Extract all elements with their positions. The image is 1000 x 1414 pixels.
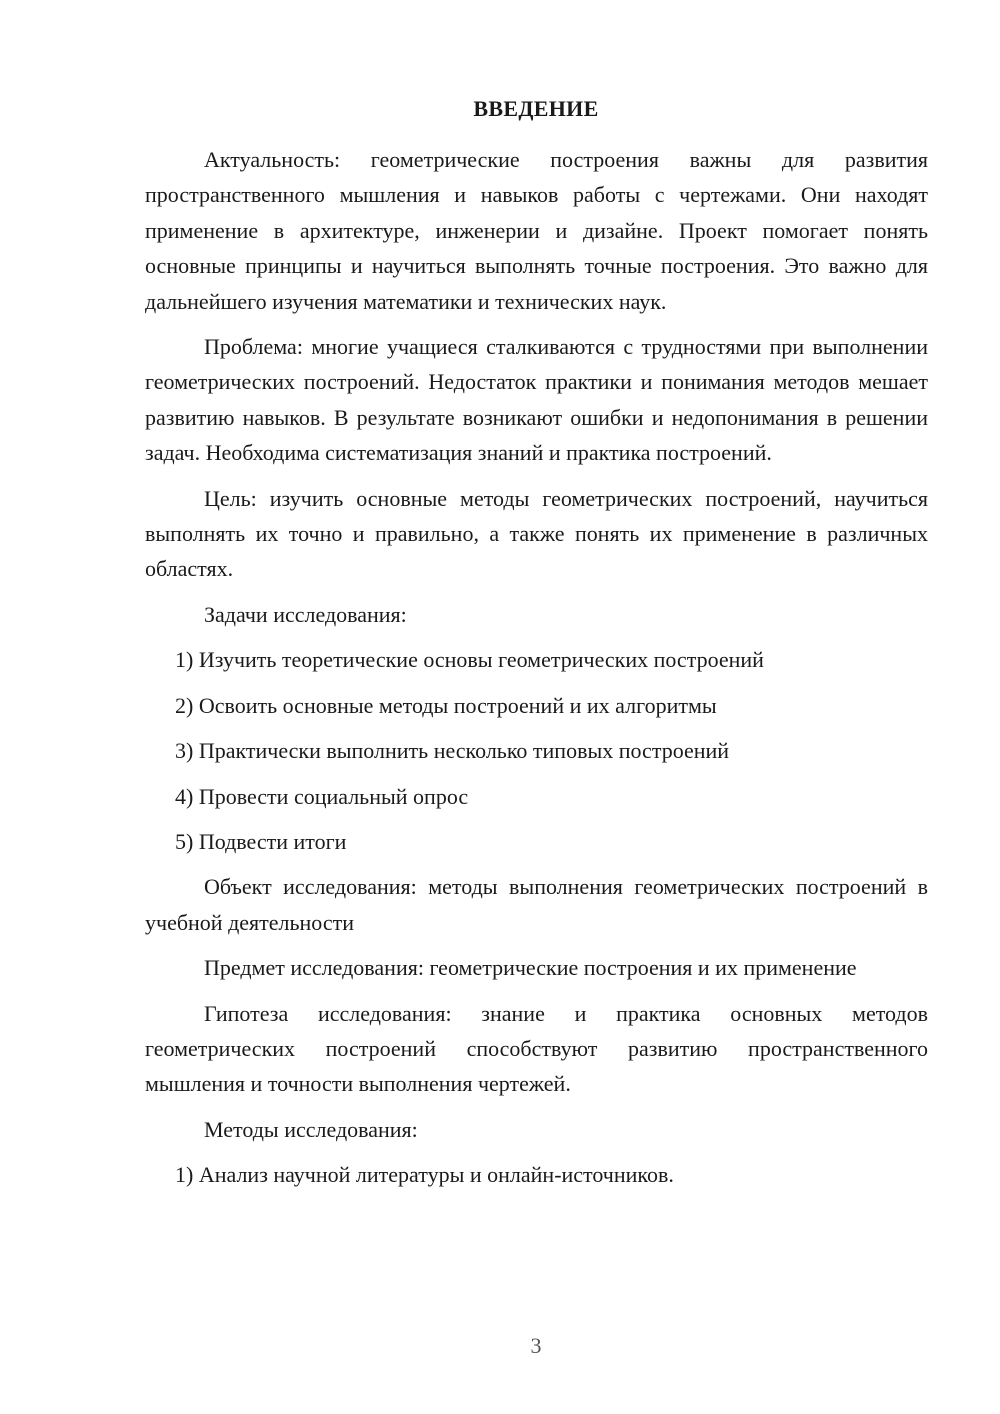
paragraph-hypothesis: Гипотеза исследования: знание и практика основных методов геометрических построений способствуют развитию пространственного мышления и точности выполнения чертежей. — [145, 1000, 928, 1097]
task-item-3: 3) Практически выполнить несколько типовых построений — [175, 738, 730, 764]
tasks-heading: Задачи исследования: — [204, 601, 407, 627]
paragraph-object: Объект исследования: методы выполнения геометрических построений в учебной деятельности — [145, 874, 928, 935]
document-body — [145, 142, 928, 1193]
task-item-1: 1) Изучить теоретические основы геометрических построений — [175, 647, 764, 673]
paragraph-goal: Цель: изучить основные методы геометрических построений, научиться выполнять их точно и правильно, а также понять их применение в различных областях. — [145, 485, 928, 582]
page-title: ВВЕДЕНИЕ — [473, 96, 599, 121]
paragraph-relevance: Актуальность: геометрические построения важны для развития пространственного мышления и навыков работы с чертежами. Они находят применение в архитектуре, инженерии и дизайне. Проект помогает понять основные принципы и научиться выполнять точные построения. Это важно для дальнейшего изучения математики и технических наук. — [145, 147, 928, 314]
task-item-5: 5) Подвести итоги — [175, 828, 347, 854]
paragraph-subject: Предмет исследования: геометрические построения и их применение — [204, 955, 857, 981]
paragraph-problem: Проблема: многие учащиеся сталкиваются с трудностями при выполнении геометрических построений. Недостаток практики и понимания методов мешает развитию навыков. В результате возникают ошибки и недопонимания в решении задач. Необходима систематизация знаний и практика построений. — [145, 334, 928, 466]
task-item-2: 2) Освоить основные методы построений и их алгоритмы — [175, 692, 717, 718]
method-item-1: 1) Анализ научной литературы и онлайн-источников. — [175, 1162, 674, 1188]
page-number: 3 — [530, 1333, 542, 1358]
task-item-4: 4) Провести социальный опрос — [175, 783, 469, 809]
methods-heading: Методы исследования: — [204, 1116, 418, 1142]
